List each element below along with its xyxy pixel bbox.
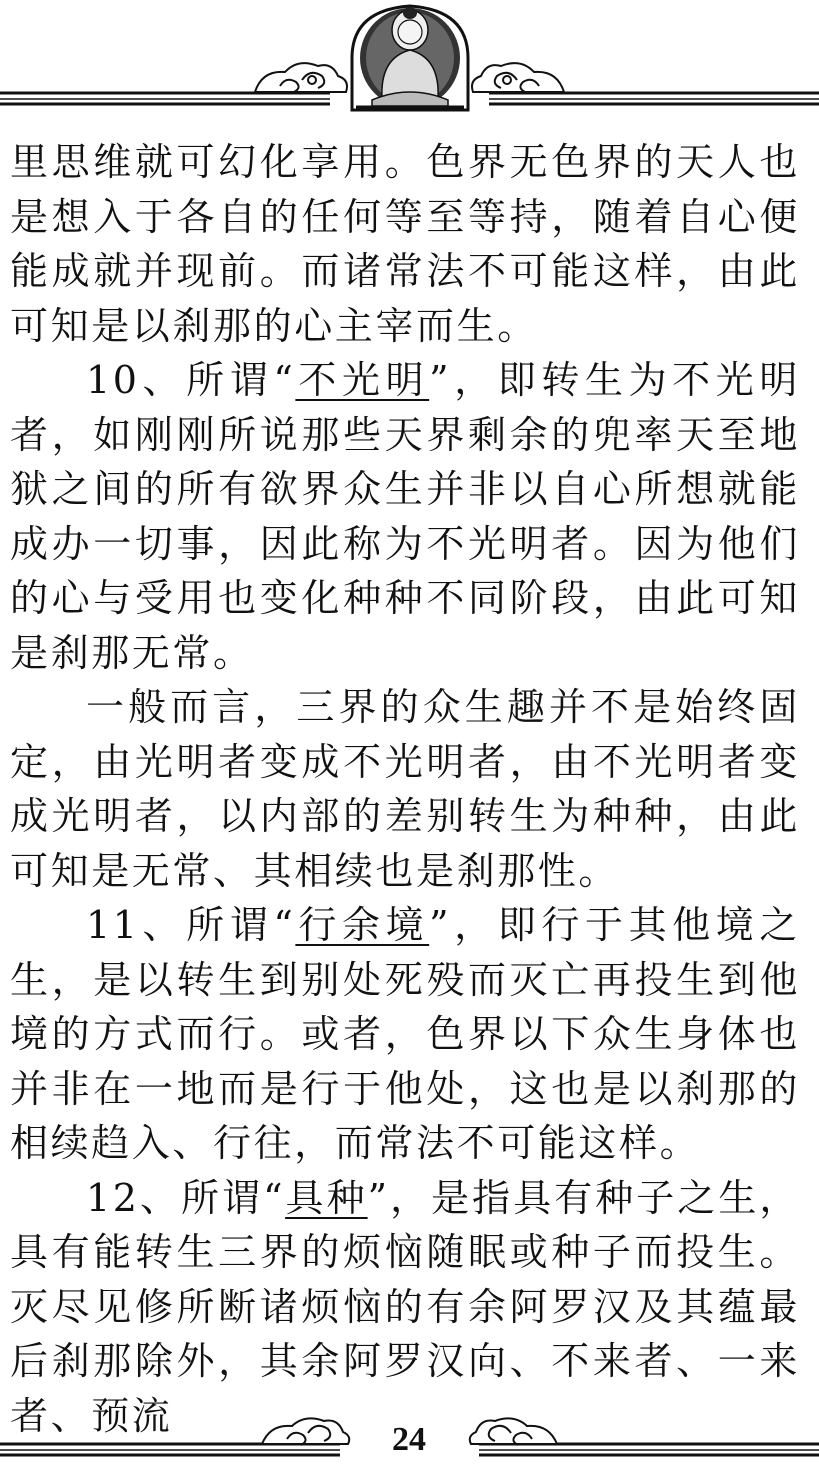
cloud-scroll-icon (262, 1418, 349, 1445)
cloud-scroll-icon (472, 63, 564, 92)
term-explanation: ”，即转生为不光明者，如刚刚所说那些天界剩余的兜率天至地狱之间的所有欲界众生并非以自心所想就能成办一切事，因此称为不光明者。因为他们的心与受用也变化种种不同阶段，由此可知是刹那无常。 (10, 358, 800, 675)
cloud-scroll-icon (470, 1418, 557, 1445)
buddha-icon (352, 6, 468, 110)
term-explanation: ”，是指具有种子之生，具有能转生三界的烦恼随眠或种子而投生。灭尽见修所断诸烦恼的有余阿罗汉及其蕴最后刹那除外，其余阿罗汉向、不来者、一来者、预流 (10, 1175, 801, 1438)
footer-rule-right (479, 1444, 819, 1455)
paragraph: 一般而言，三界的众生趣并不是始终固定，由光明者变成不光明者，由不光明者变成光明者，以内部的差别转生为种种，由此可知是无常、其相续也是刹那性。 (10, 685, 800, 893)
defined-term: 不光明 (295, 358, 430, 402)
cloud-scroll-icon (255, 63, 347, 92)
paragraph (10, 898, 800, 1171)
paragraph (10, 353, 800, 680)
header-rule-right (489, 93, 819, 104)
paragraph: 里思维就可幻化享用。色界无色界的天人也是想入于各自的任何等至等持，随着自心便能成就并现前。而诸常法不可能这样，由此可知是以刹那的心主宰而生。 (10, 140, 800, 348)
footer-rule-left (0, 1444, 340, 1455)
page-number: 24 (392, 1421, 426, 1458)
term-prefix: 10、所谓“ (86, 358, 296, 402)
term-explanation: ”，即行于其他境之生，是以转生到别处死殁而灭亡再投生到他境的方式而行。或者，色界以下众生身体也并非在一地而是行于他处，这也是以刹那的相续趋入、行往，而常法不可能这样。 (10, 903, 800, 1165)
defined-term: 具种 (285, 1175, 368, 1220)
main-text (10, 135, 800, 1443)
defined-term: 行余境 (295, 903, 430, 947)
term-prefix: 11、所谓“ (86, 903, 296, 947)
header-rule-left (0, 93, 330, 104)
header-ornament (0, 0, 819, 120)
term-prefix: 12、所谓“ (86, 1175, 286, 1220)
page-header (0, 0, 819, 120)
paragraph (10, 1171, 800, 1444)
